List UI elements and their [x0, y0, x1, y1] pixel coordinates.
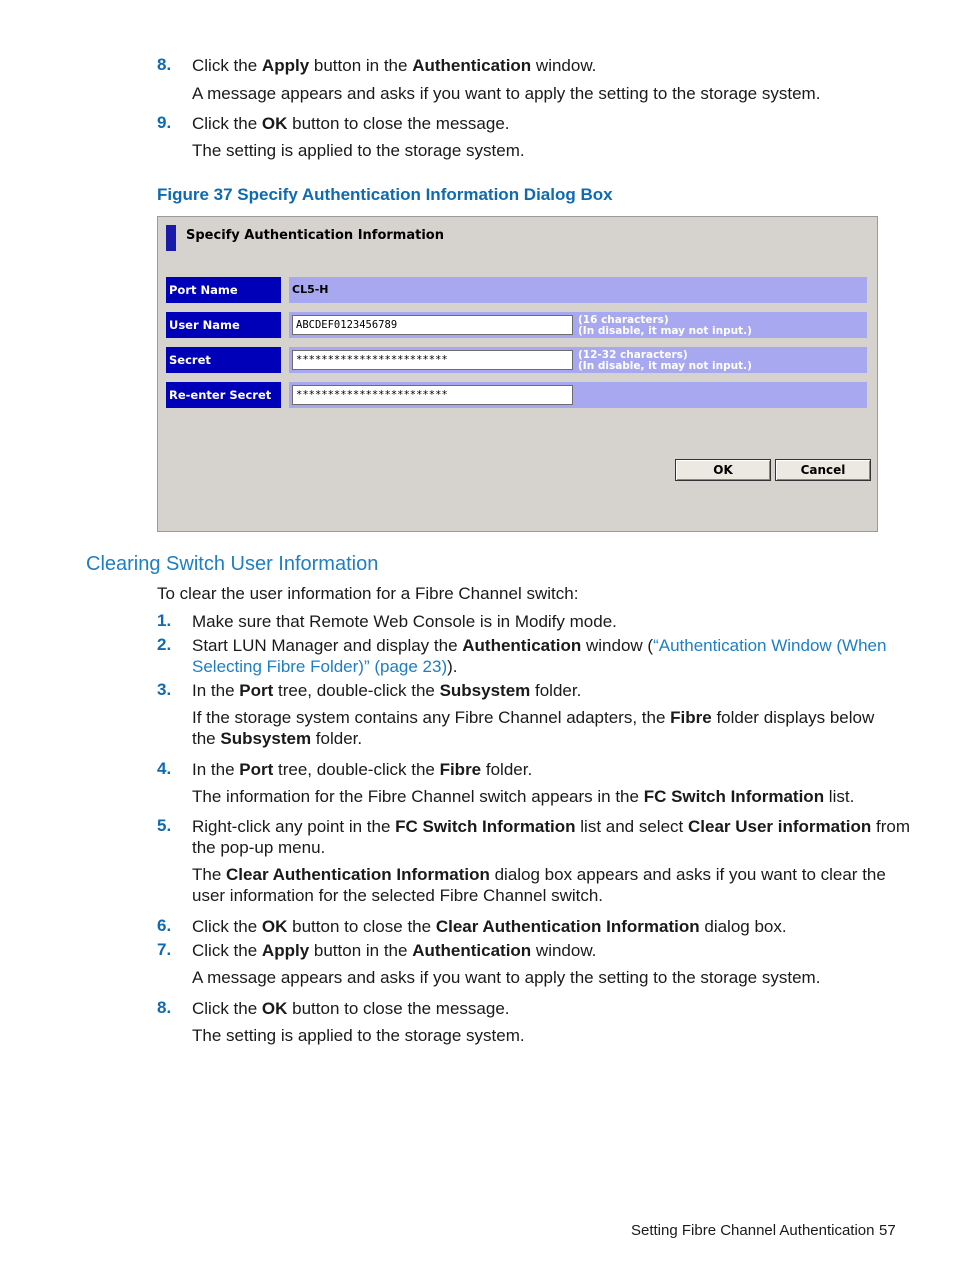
text-run: folder.: [311, 729, 363, 748]
authentication-dialog: [157, 216, 878, 532]
title-marker-icon: [166, 225, 176, 251]
step-text: [192, 55, 596, 76]
cancel-button[interactable]: Cancel: [775, 459, 871, 481]
step-number: 5.: [157, 816, 172, 835]
text-run: button to close the: [287, 917, 436, 936]
bold-term: Port: [239, 681, 274, 700]
text-run: button to close the message.: [287, 114, 510, 133]
step-note: The setting is applied to the storage system.: [192, 1026, 525, 1045]
step-note: A message appears and asks if you want to apply the setting to the storage system.: [192, 968, 821, 987]
reenter-secret-input[interactable]: ************************: [292, 385, 573, 405]
text-run: Click the: [192, 917, 262, 936]
port-name-value: CL5-H: [292, 283, 329, 296]
step-number: 3.: [157, 680, 172, 699]
bold-term: Fibre: [439, 760, 482, 779]
text-run: tree, double-click the: [273, 760, 440, 779]
bold-term: Apply: [261, 56, 310, 75]
bold-term: Clear User information: [688, 817, 872, 836]
intro-text: To clear the user information for a Fibre Channel switch:: [157, 584, 579, 603]
text-run: tree, double-click the: [273, 681, 440, 700]
text-run: ).: [447, 657, 458, 676]
text-run: Click the: [192, 114, 262, 133]
step-number: 1.: [157, 611, 172, 630]
text-run: list.: [824, 787, 855, 806]
text-run: user information for the selected Fibre Channel switch.: [192, 886, 604, 905]
cross-reference-link[interactable]: Selecting Fibre Folder)” (page 23): [192, 657, 448, 676]
text-run: from: [871, 817, 910, 836]
step-number: 7.: [157, 940, 172, 959]
step-note: The setting is applied to the storage system.: [192, 141, 525, 160]
text-run: list and select: [575, 817, 688, 836]
step-number: 4.: [157, 759, 172, 778]
hint-line: (12-32 characters): [578, 349, 688, 361]
text-run: dialog box.: [699, 917, 787, 936]
step-number: 2.: [157, 635, 172, 654]
user-name-input[interactable]: ABCDEF0123456789: [292, 315, 573, 335]
ok-button[interactable]: OK: [675, 459, 771, 481]
user-name-label: User Name: [166, 312, 281, 338]
bold-term: Subsystem: [220, 729, 312, 748]
bold-term: Authentication: [462, 636, 582, 655]
step-text: [192, 759, 532, 780]
port-name-row: [289, 277, 867, 303]
step-text: [192, 940, 596, 961]
step-note: [192, 786, 854, 807]
secret-hint: [578, 350, 752, 372]
footer-section-title: Setting Fibre Channel Authentication: [631, 1222, 875, 1239]
user-name-hint: [578, 315, 752, 337]
bold-term: Authentication: [412, 56, 532, 75]
text-run: window (: [581, 636, 654, 655]
port-name-label: Port Name: [166, 277, 281, 303]
text-run: button in the: [309, 56, 413, 75]
text-run: Start LUN Manager and display the: [192, 636, 463, 655]
text-run: button in the: [309, 941, 413, 960]
text-run: window.: [531, 941, 597, 960]
step-text: [192, 816, 910, 858]
text-run: In the: [192, 681, 240, 700]
text-run: window.: [531, 56, 597, 75]
step-number: 8.: [157, 55, 172, 74]
dialog-title: Specify Authentication Information: [186, 228, 444, 243]
step-note: [192, 864, 886, 906]
text-run: the pop-up menu.: [192, 838, 326, 857]
bold-term: OK: [261, 114, 288, 133]
text-run: Click the: [192, 56, 262, 75]
bold-term: OK: [261, 917, 288, 936]
text-run: folder.: [481, 760, 533, 779]
figure-caption: Figure 37 Specify Authentication Information Dialog Box: [157, 185, 613, 204]
bold-term: Apply: [261, 941, 310, 960]
text-run: folder displays below: [711, 708, 875, 727]
page-number: 57: [879, 1222, 896, 1239]
step-number: 6.: [157, 916, 172, 935]
step-text: [192, 680, 581, 701]
text-run: Right-click any point in the: [192, 817, 396, 836]
step-note: [192, 707, 874, 749]
bold-term: Clear Authentication Information: [435, 917, 700, 936]
secret-input[interactable]: ************************: [292, 350, 573, 370]
bold-term: FC Switch Information: [643, 787, 825, 806]
bold-term: Port: [239, 760, 274, 779]
bold-term: Authentication: [412, 941, 532, 960]
hint-line: (In disable, it may not input.): [578, 360, 752, 372]
cross-reference-link[interactable]: “Authentication Window (When: [653, 636, 887, 655]
hint-line: (In disable, it may not input.): [578, 325, 752, 337]
text-run: Click the: [192, 941, 262, 960]
step-text: [192, 998, 510, 1019]
text-run: In the: [192, 760, 240, 779]
bold-term: Fibre: [670, 708, 712, 727]
bold-term: Subsystem: [439, 681, 531, 700]
text-run: button to close the message.: [287, 999, 510, 1018]
secret-label: Secret: [166, 347, 281, 373]
step-note: A message appears and asks if you want to apply the setting to the storage system.: [192, 84, 821, 103]
section-heading: Clearing Switch User Information: [86, 553, 379, 575]
text-run: If the storage system contains any Fibre Channel adapters, the: [192, 708, 671, 727]
bold-term: Clear Authentication Information: [226, 865, 490, 884]
step-number: 9.: [157, 113, 172, 132]
text-run: The information for the Fibre Channel switch appears in the: [192, 787, 644, 806]
step-text: [192, 635, 904, 677]
text-run: the: [192, 729, 221, 748]
bold-term: OK: [261, 999, 288, 1018]
step-text: Make sure that Remote Web Console is in Modify mode.: [192, 612, 617, 631]
hint-line: (16 characters): [578, 314, 669, 326]
text-run: Click the: [192, 999, 262, 1018]
step-text: [192, 113, 510, 134]
text-run: folder.: [530, 681, 582, 700]
text-run: dialog box appears and asks if you want to clear the: [489, 865, 886, 884]
text-run: The: [192, 865, 227, 884]
step-text: [192, 916, 787, 937]
step-number: 8.: [157, 998, 172, 1017]
bold-term: FC Switch Information: [395, 817, 576, 836]
reenter-secret-label: Re-enter Secret: [166, 382, 281, 408]
